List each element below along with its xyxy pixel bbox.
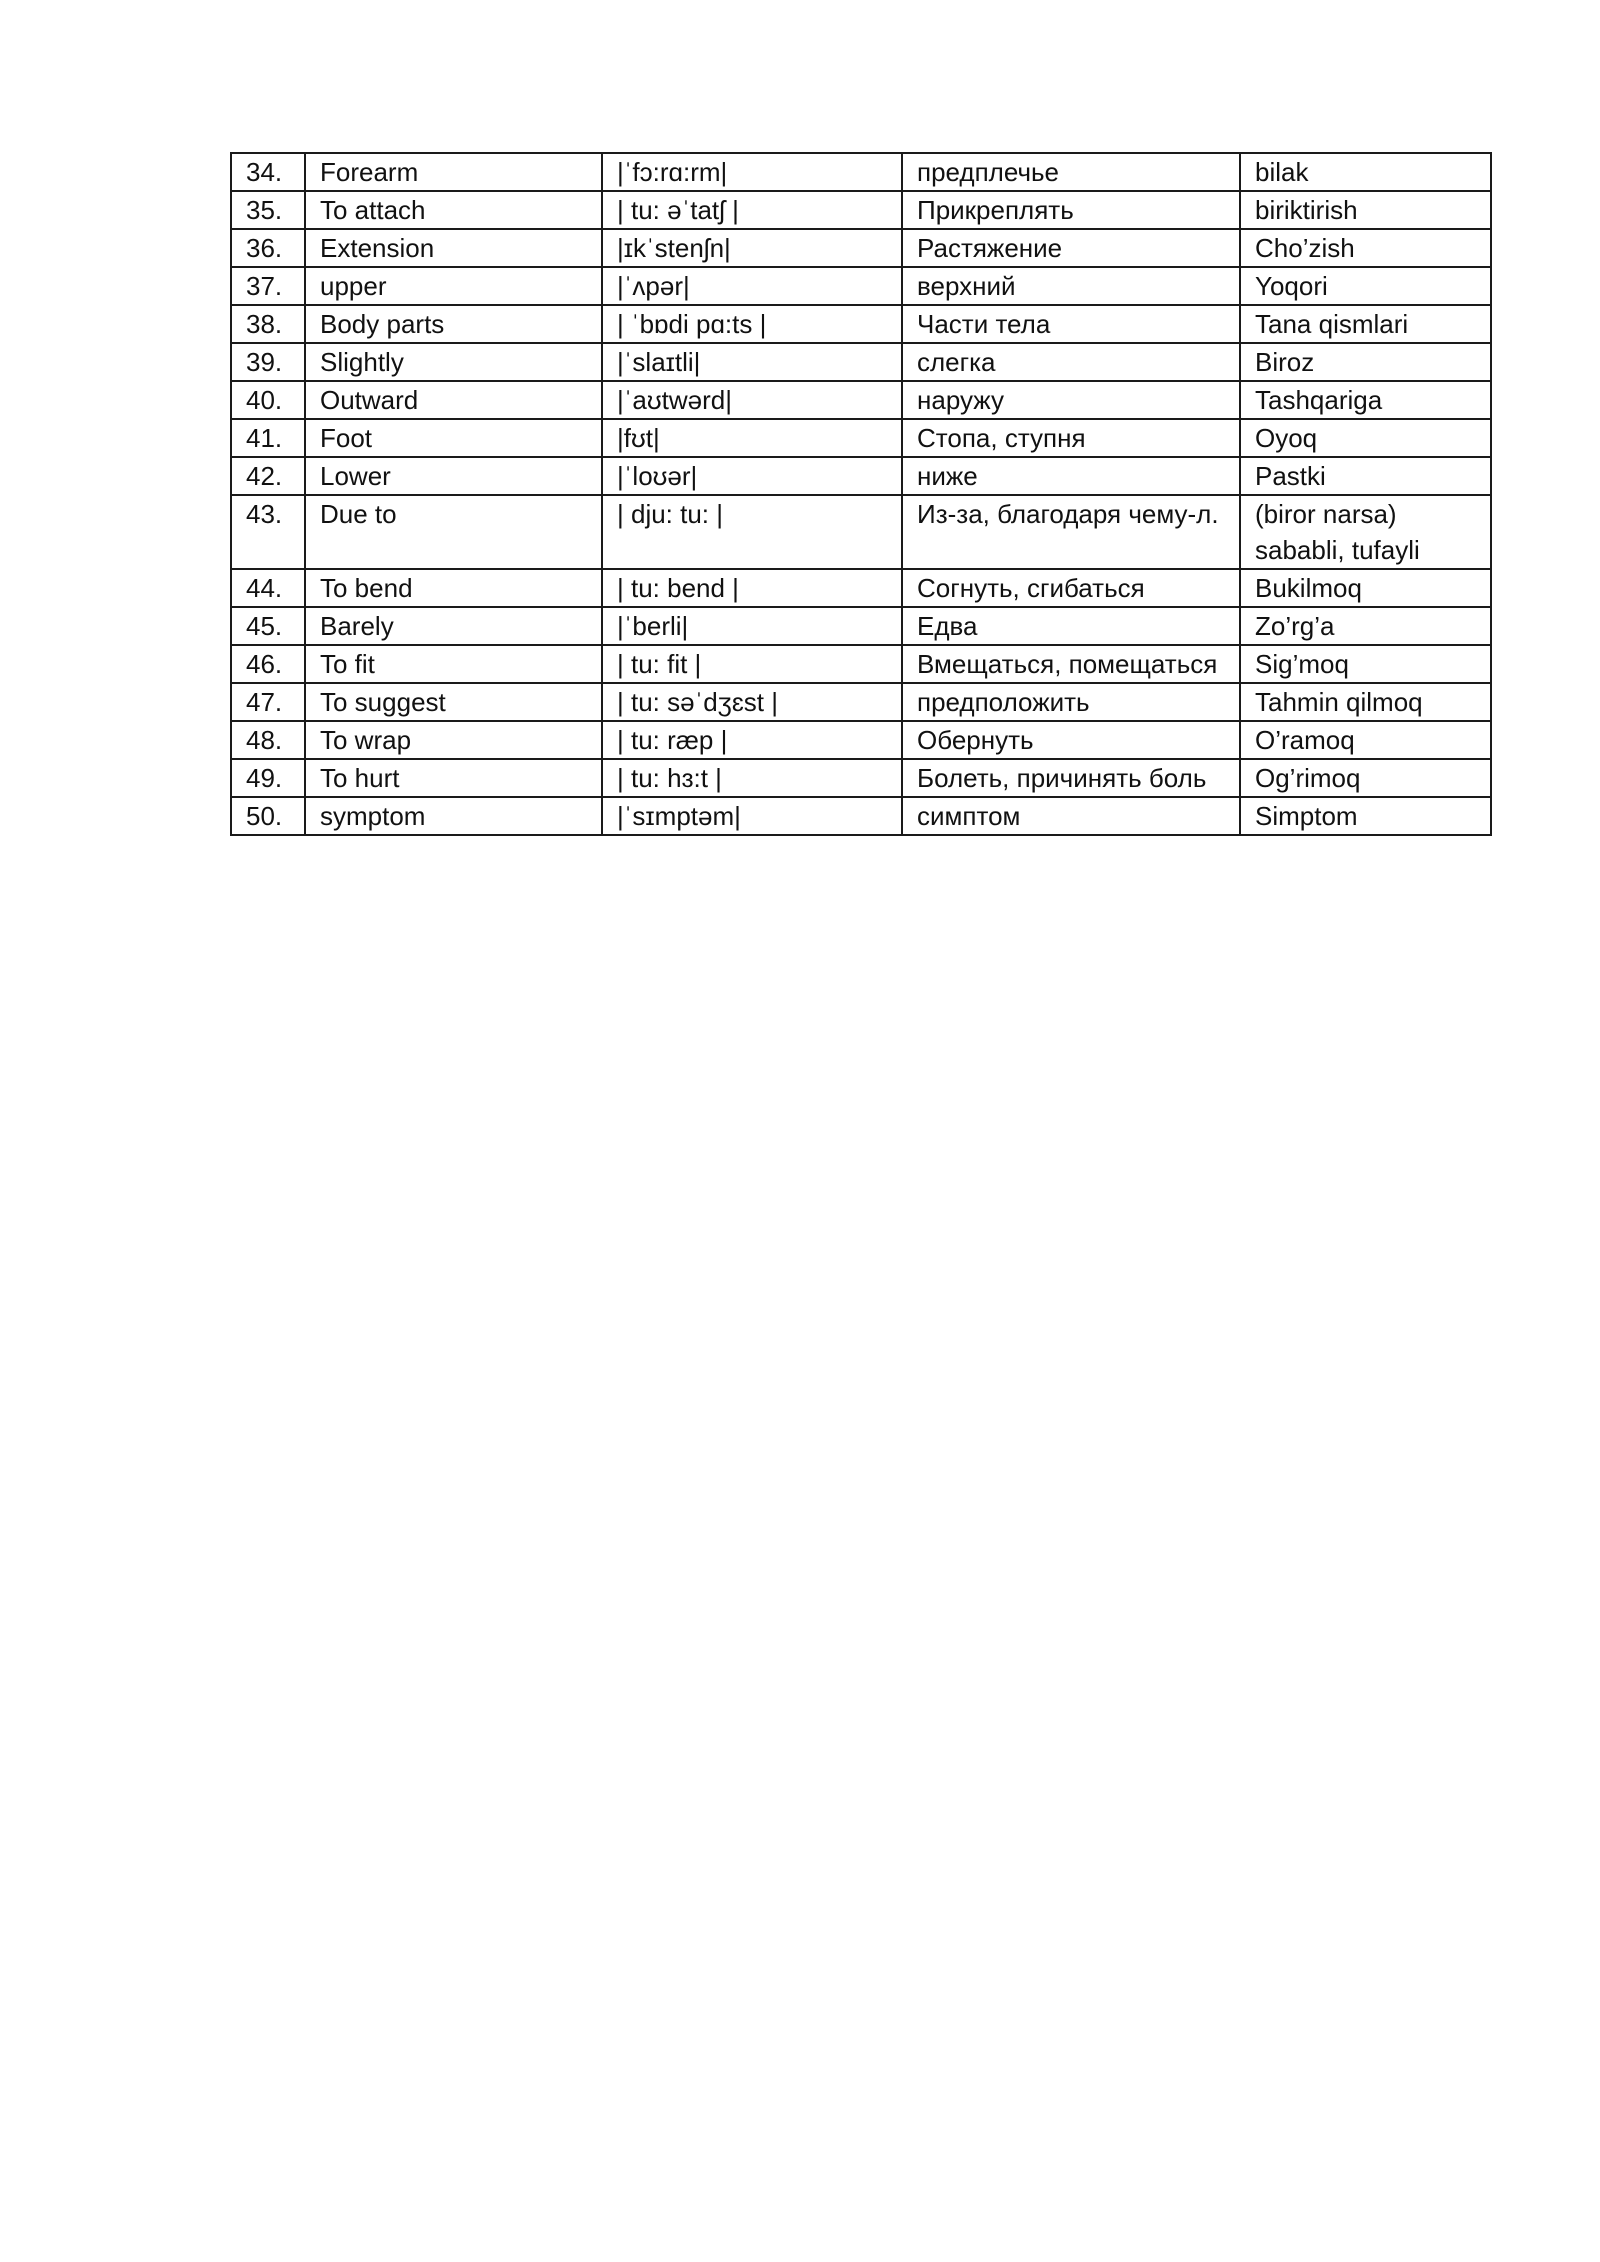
table-row (231, 495, 1491, 569)
row-number-cell: 47. (231, 683, 305, 721)
row-number-cell: 34. (231, 153, 305, 191)
uzbek-translation-cell: Tashqariga (1240, 381, 1491, 419)
english-word-cell: Body parts (305, 305, 602, 343)
english-word-cell: upper (305, 267, 602, 305)
transcription-cell: | tu: ræp | (602, 721, 902, 759)
row-number-cell: 40. (231, 381, 305, 419)
uzbek-translation-cell: Biroz (1240, 343, 1491, 381)
row-number-cell: 45. (231, 607, 305, 645)
russian-translation-cell: Растяжение (902, 229, 1240, 267)
table-row (231, 721, 1491, 759)
english-word-cell: To suggest (305, 683, 602, 721)
table-row (231, 229, 1491, 267)
english-word-cell: Slightly (305, 343, 602, 381)
transcription-cell: |ˈʌpər| (602, 267, 902, 305)
transcription-cell: | tu: fit | (602, 645, 902, 683)
russian-translation-cell: Из-за, благодаря чему-л. (902, 495, 1240, 569)
transcription-cell: | dju: tu: | (602, 495, 902, 569)
transcription-cell: | tu: əˈtatʃ | (602, 191, 902, 229)
table-row (231, 267, 1491, 305)
uzbek-translation-cell: bilak (1240, 153, 1491, 191)
row-number-cell: 43. (231, 495, 305, 569)
russian-translation-cell: Прикреплять (902, 191, 1240, 229)
table-row (231, 153, 1491, 191)
row-number-cell: 44. (231, 569, 305, 607)
transcription-cell: |ˈfɔ:rɑ:rm| (602, 153, 902, 191)
english-word-cell: To hurt (305, 759, 602, 797)
russian-translation-cell: Согнуть, сгибаться (902, 569, 1240, 607)
uzbek-translation-cell: Cho’zish (1240, 229, 1491, 267)
table-row (231, 645, 1491, 683)
row-number-cell: 39. (231, 343, 305, 381)
russian-translation-cell: симптом (902, 797, 1240, 835)
english-word-cell: Lower (305, 457, 602, 495)
english-word-cell: symptom (305, 797, 602, 835)
uzbek-translation-cell: Zo’rg’a (1240, 607, 1491, 645)
english-word-cell: Barely (305, 607, 602, 645)
table-row (231, 419, 1491, 457)
table-row (231, 683, 1491, 721)
uzbek-translation-cell: Sig’moq (1240, 645, 1491, 683)
russian-translation-cell: ниже (902, 457, 1240, 495)
transcription-cell: |ɪkˈstenʃn| (602, 229, 902, 267)
row-number-cell: 46. (231, 645, 305, 683)
russian-translation-cell: Части тела (902, 305, 1240, 343)
uzbek-translation-cell: Pastki (1240, 457, 1491, 495)
uzbek-translation-cell: O’ramoq (1240, 721, 1491, 759)
table-row (231, 343, 1491, 381)
transcription-cell: | tu: səˈdʒɛst | (602, 683, 902, 721)
russian-translation-cell: предположить (902, 683, 1240, 721)
transcription-cell: |fʊt| (602, 419, 902, 457)
uzbek-translation-cell: Yoqori (1240, 267, 1491, 305)
row-number-cell: 41. (231, 419, 305, 457)
russian-translation-cell: Обернуть (902, 721, 1240, 759)
russian-translation-cell: наружу (902, 381, 1240, 419)
vocabulary-table (230, 152, 1492, 836)
table-row (231, 381, 1491, 419)
transcription-cell: |ˈloʊər| (602, 457, 902, 495)
uzbek-translation-cell: Og’rimoq (1240, 759, 1491, 797)
uzbek-translation-cell: Tahmin qilmoq (1240, 683, 1491, 721)
table-row (231, 607, 1491, 645)
row-number-cell: 37. (231, 267, 305, 305)
english-word-cell: To attach (305, 191, 602, 229)
row-number-cell: 49. (231, 759, 305, 797)
uzbek-translation-cell: Oyoq (1240, 419, 1491, 457)
russian-translation-cell: Стопа, ступня (902, 419, 1240, 457)
english-word-cell: Outward (305, 381, 602, 419)
transcription-cell: |ˈslaɪtli| (602, 343, 902, 381)
english-word-cell: To wrap (305, 721, 602, 759)
row-number-cell: 50. (231, 797, 305, 835)
english-word-cell: Extension (305, 229, 602, 267)
russian-translation-cell: Вмещаться, помещаться (902, 645, 1240, 683)
transcription-cell: | ˈbɒdi pɑ:ts | (602, 305, 902, 343)
russian-translation-cell: Болеть, причинять боль (902, 759, 1240, 797)
uzbek-translation-cell: biriktirish (1240, 191, 1491, 229)
row-number-cell: 36. (231, 229, 305, 267)
russian-translation-cell: верхний (902, 267, 1240, 305)
english-word-cell: Due to (305, 495, 602, 569)
row-number-cell: 42. (231, 457, 305, 495)
russian-translation-cell: предплечье (902, 153, 1240, 191)
table-row (231, 759, 1491, 797)
english-word-cell: Forearm (305, 153, 602, 191)
row-number-cell: 35. (231, 191, 305, 229)
table-row (231, 569, 1491, 607)
russian-translation-cell: Едва (902, 607, 1240, 645)
english-word-cell: To bend (305, 569, 602, 607)
transcription-cell: | tu: hɜ:t | (602, 759, 902, 797)
vocabulary-table-body (231, 153, 1491, 835)
english-word-cell: Foot (305, 419, 602, 457)
table-row (231, 457, 1491, 495)
uzbek-translation-cell: Tana qismlari (1240, 305, 1491, 343)
uzbek-translation-cell: Bukilmoq (1240, 569, 1491, 607)
russian-translation-cell: слегка (902, 343, 1240, 381)
transcription-cell: |ˈaʊtwərd| (602, 381, 902, 419)
table-row (231, 191, 1491, 229)
table-row (231, 797, 1491, 835)
english-word-cell: To fit (305, 645, 602, 683)
row-number-cell: 48. (231, 721, 305, 759)
row-number-cell: 38. (231, 305, 305, 343)
uzbek-translation-cell: Simptom (1240, 797, 1491, 835)
transcription-cell: |ˈberli| (602, 607, 902, 645)
table-row (231, 305, 1491, 343)
transcription-cell: | tu: bend | (602, 569, 902, 607)
uzbek-translation-cell: (biror narsa) sababli, tufayli (1240, 495, 1491, 569)
transcription-cell: |ˈsɪmptəm| (602, 797, 902, 835)
